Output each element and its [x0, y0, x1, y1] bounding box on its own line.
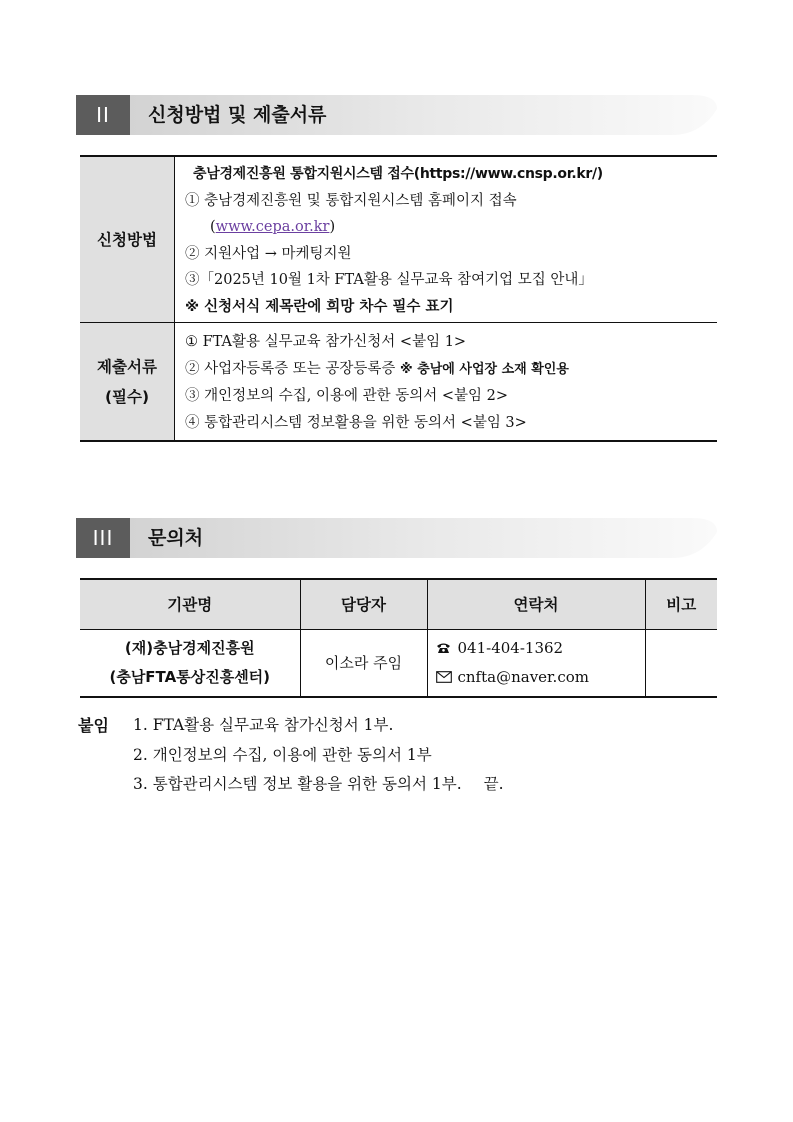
col-header-contact: 연락처 [427, 579, 645, 629]
documents-body [175, 323, 717, 440]
item-marker: ③ [185, 388, 200, 404]
contact-cell [427, 629, 645, 697]
document-item [185, 410, 717, 437]
method-label-text: 신청방법 [97, 230, 157, 249]
method-item [185, 188, 717, 215]
method-body [175, 157, 717, 322]
method-item [185, 241, 717, 268]
method-note: ※ 신청서식 제목란에 희망 차수 필수 표기 [185, 298, 454, 315]
org-name: (재)충남경제진흥원 [124, 638, 255, 657]
table-row [80, 629, 717, 697]
phone-number[interactable]: 041-404-1362 [457, 638, 564, 657]
person-cell: 이소라 주임 [300, 629, 427, 697]
document-item [185, 329, 717, 356]
method-label [80, 157, 175, 322]
paren-open: ( [210, 219, 216, 235]
email-address[interactable]: cnfta@naver.com [457, 667, 589, 686]
email-line [436, 663, 645, 692]
item-text: FTA활용 실무교육 참가신청서 <붙임 1> [202, 334, 467, 350]
section-title: 신청방법 및 제출서류 [148, 104, 327, 126]
method-item [185, 267, 717, 294]
attachment-item [78, 741, 504, 771]
org-cell [80, 629, 300, 697]
documents-label-line1: 제출서류 [97, 357, 157, 376]
org-subname: (충남FTA통상진흥센터) [109, 667, 271, 686]
attachment-text: 2. 개인정보의 수집, 이용에 관한 동의서 1부 [133, 745, 432, 764]
attachment-text: 3. 통합관리시스템 정보 활용을 위한 동의서 1부. [133, 775, 462, 793]
item-text: 「2025년 10월 1차 FTA활용 실무교육 참여기업 모집 안내」 [199, 272, 593, 288]
item-text: 지원사업 → 마케팅지원 [204, 245, 352, 262]
cepa-website-link[interactable]: www.cepa.or.kr [215, 219, 330, 235]
attachment-item [78, 770, 504, 800]
attachment-item [78, 711, 504, 741]
col-header-org: 기관명 [80, 579, 300, 629]
item-note: ※ 충남에 사업장 소재 확인용 [400, 361, 569, 377]
section-3-header [76, 518, 717, 558]
attachments-label: 붙임 [78, 716, 109, 735]
section-number: II [76, 95, 130, 135]
phone-line [436, 634, 645, 663]
application-method-table [80, 155, 717, 442]
envelope-icon [436, 671, 458, 683]
method-item-link-line [185, 214, 717, 241]
note-cell [645, 629, 717, 697]
contact-header-row [80, 579, 717, 629]
col-header-note: 비고 [645, 579, 717, 629]
telephone-icon [436, 642, 458, 654]
document-item [185, 356, 717, 384]
section-2-header [76, 95, 717, 135]
item-marker: ② [185, 245, 200, 262]
document-item [185, 383, 717, 410]
attachments [78, 711, 504, 800]
documents-label-line2: (필수) [104, 387, 150, 406]
documents-label [80, 323, 175, 440]
item-marker: ③ [185, 272, 200, 288]
item-text: 사업자등록증 또는 공장등록증 [204, 360, 396, 377]
item-marker: ② [185, 360, 200, 377]
end-mark: 끝. [483, 775, 504, 793]
item-marker: ① [185, 192, 200, 209]
item-text: 충남경제진흥원 및 통합지원시스템 홈페이지 접속 [204, 192, 517, 209]
item-marker: ④ [185, 414, 200, 431]
documents-row [80, 322, 717, 440]
section-title: 문의처 [148, 527, 204, 549]
method-row [80, 157, 717, 322]
item-text: 개인정보의 수집, 이용에 관한 동의서 <붙임 2> [204, 388, 509, 404]
section-number: III [76, 518, 130, 558]
system-url-heading: 충남경제진흥원 통합지원시스템 접수(https://www.cnsp.or.kr/) [193, 166, 603, 182]
contact-table [80, 578, 717, 698]
attachment-text: 1. FTA활용 실무교육 참가신청서 1부. [133, 716, 394, 734]
col-header-person: 담당자 [300, 579, 427, 629]
paren-close: ) [329, 219, 336, 235]
item-marker: ① [185, 334, 198, 350]
item-text: 통합관리시스템 정보활용을 위한 동의서 <붙임 3> [204, 414, 527, 431]
